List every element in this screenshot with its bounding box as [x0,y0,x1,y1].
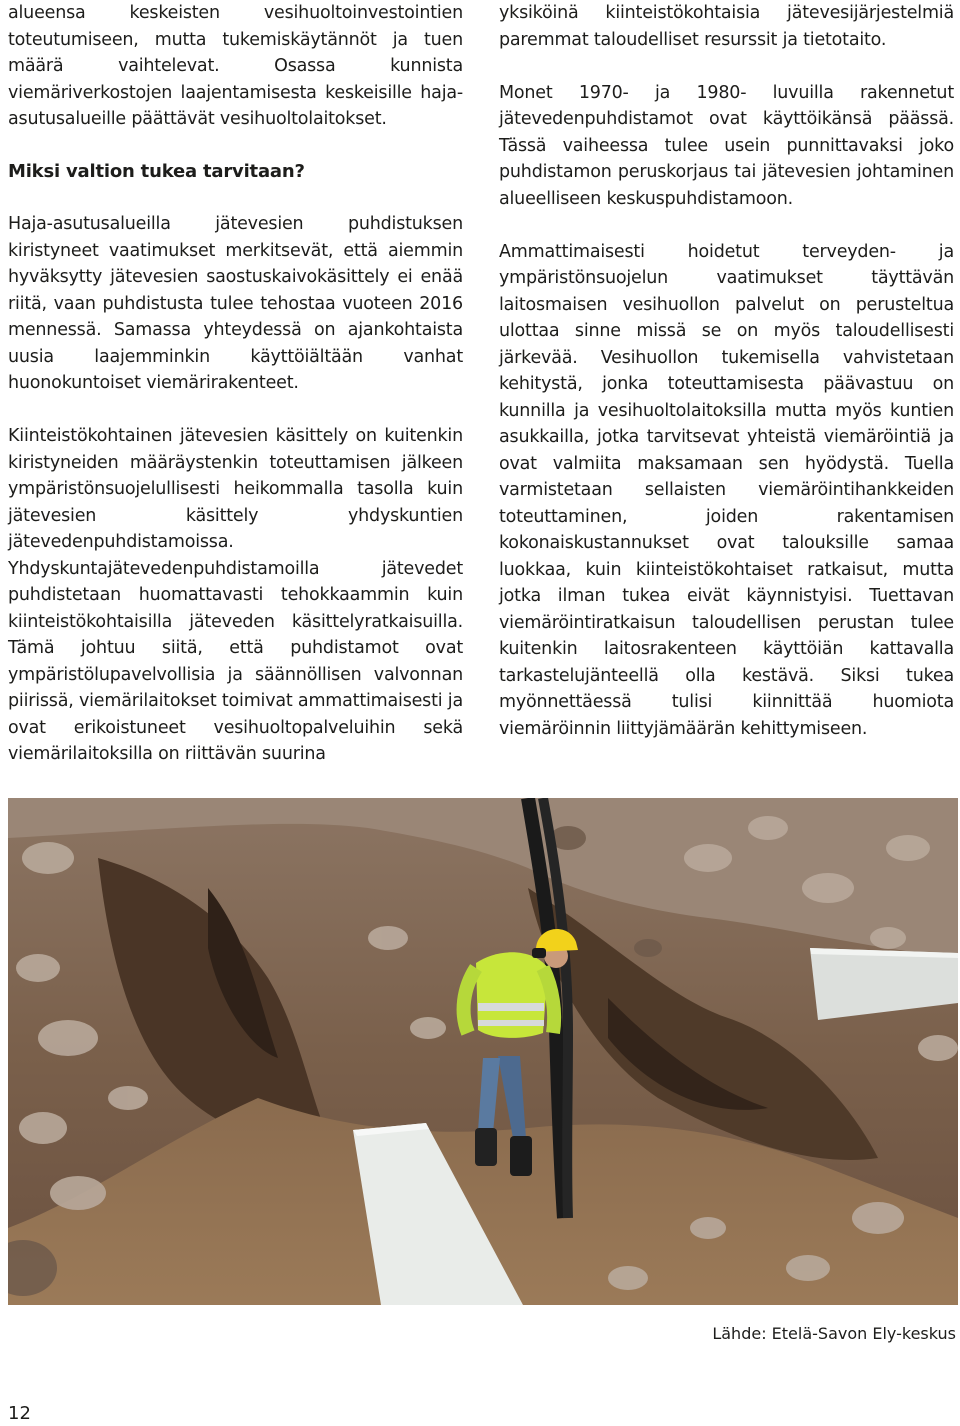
body-paragraph: Kiinteistökohtainen jätevesien käsittely on kuitenkin kiristyneiden määräystenkin toteuttamisen jälkeen ympäristönsuojelullisesti heikommalla tasolla kuin jätevesien käsittely yhdyskuntien jätevedenpuhdistamoissa. Yhdyskuntajätevedenpuhdistamoilla jätevedet puhdistetaan huomattavasti tehokkaammin kuin kiinteistökohtaisilla jäteveden käsittelyratkaisuilla. Tämä johtuu siitä, että puhdistamot ovat ympäristölupavelvollisia ja säännöllisen valvonnan piirissä, viemärilaitokset toimivat ammattimaisesti ja ovat erikoistuneet vesihuoltopalveluihin sekä viemärilaitoksilla on riittävän suurina [8,426,463,764]
right-column [499,0,954,769]
body-paragraph: Haja-asutusalueilla jätevesien puhdistuksen kiristyneet vaatimukset merkitsevät, että aiemmin hyväksytty jätevesien saostuskaivokäsittely ei enää riitä, vaan puhdistusta tulee tehostaa vuoteen 2016 mennessä. Samassa yhteydessä on ajankohtaista uusia laajemminkin käyttöiältään vanhat huonokuntoiset viemärirakenteet. [8,214,463,393]
body-paragraph: yksiköinä kiinteistökohtaisia jätevesijärjestelmiä paremmat taloudelliset resurssit ja tietotaito. [499,3,954,50]
left-column [8,0,463,794]
body-paragraph: Monet 1970- ja 1980- luvuilla rakennetut jätevedenpuhdistamot ovat käyttöikänsä päässä. Tässä vaiheessa tulee usein punnittavaksi joko puhdistamon peruskorjaus tai jätevesien johtaminen alueelliseen keskuspuhdistamoon. [499,82,954,209]
photo-credit: Lähde: Etelä-Savon Ely-keskus [712,1324,956,1343]
trench-worker-photo [8,798,958,1305]
page-number: 12 [8,1403,31,1424]
body-paragraph: Ammattimaisesti hoidetut terveyden- ja ympäristönsuojelun vaatimukset täyttävän laitosmaisen vesihuollon palvelut on perusteltua ulottaa sinne missä se on myös taloudellisesti järkevää. Vesihuollon tukemisella vahvistetaan kehitystä, jonka toteuttamisesta päävastuu on kunnilla ja vesihuoltolaitoksilla mutta myös kuntien asukkailla, jotka tarvitsevat yhteistä viemäröintiä ja ovat valmiita maksamaan sen hyödystä. Tuella varmistetaan sellaisten viemäröintihankkeiden toteuttaminen, joiden rakentamisen kokonaiskustannukset ovat talouksille samaa luokkaa, kuin kiinteistökohtaiset ratkaisut, mutta jotka ilman tukea eivät käynnistyisi. Tuettavan viemäröintiratkaisun taloudellisen perustan tulee kuitenkin laitosrakenteen käyttöiän kattavalla tarkastelujänteellä olla kestävä. Siksi tukea myönnettäessä tulisi kiinnittää huomiota viemäröinnin liittyjämäärän kehittymiseen. [499,241,954,739]
section-heading: Miksi valtion tukea tarvitaan? [8,161,305,182]
body-paragraph: alueensa keskeisten vesihuoltoinvestointien toteutumiseen, mutta tukemiskäytännöt ja tuen määrä vaihtelevat. Osassa kunnista viemäriverkostojen laajentamisesta keskeisille haja-asutusalueille päättävät vesihuoltolaitokset. [8,3,463,129]
